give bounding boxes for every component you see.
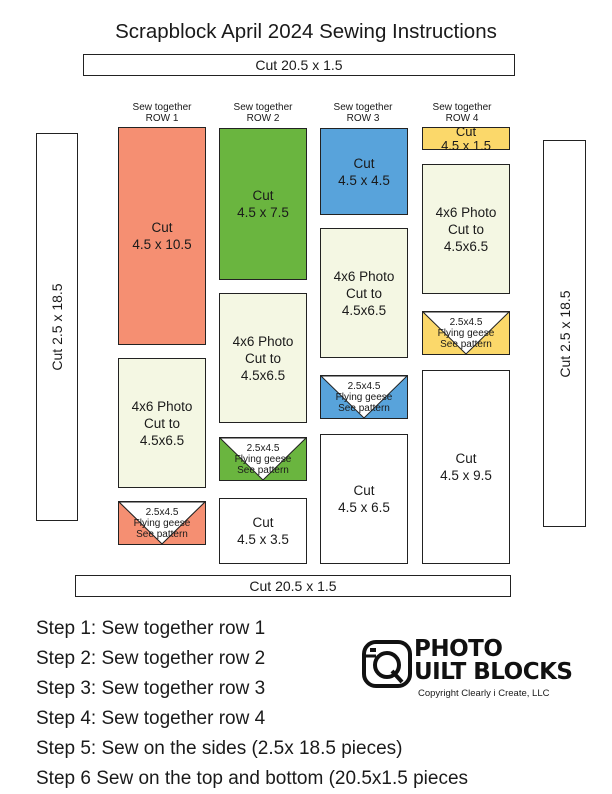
- row-1-header: [112, 102, 212, 124]
- piece-size: 4.5x6.5: [443, 238, 489, 254]
- row-3-flying-geese: [320, 375, 408, 419]
- row-2-photo-piece: [219, 293, 307, 423]
- piece-size: 4.5x6.5: [341, 302, 387, 318]
- row-3-piece-cut: [320, 128, 408, 215]
- step-6: Step 6 Sew on the top and bottom (20.5x1.5 pieces: [36, 768, 469, 789]
- geese-note: See pattern: [237, 464, 289, 476]
- row-1-flying-geese: [118, 501, 206, 545]
- step-5: Step 5: Sew on the sides (2.5x 18.5 pieces): [36, 738, 403, 759]
- copyright: Copyright Clearly i Create, LLC: [418, 688, 550, 699]
- row-2-header: [213, 102, 313, 124]
- geese-size: 2.5x4.5: [347, 380, 381, 392]
- piece-label: 4x6 Photo: [131, 398, 193, 414]
- geese-note: See pattern: [440, 338, 492, 350]
- piece-label: Cut: [151, 220, 173, 235]
- row-3-header: [313, 102, 413, 124]
- geese-size: 2.5x4.5: [449, 316, 483, 328]
- row-2-flying-geese: [219, 437, 307, 481]
- photo-quilt-blocks-logo: [362, 638, 582, 704]
- row-4-header-line1: Sew together: [432, 102, 492, 113]
- geese-note: See pattern: [338, 402, 390, 414]
- row-4-piece-cut-thin: [422, 123, 510, 153]
- row-3-header-line2: ROW 3: [346, 113, 380, 124]
- row-3-photo-piece: [320, 228, 408, 358]
- piece-label: Cut: [455, 123, 477, 139]
- piece-label: Cut to: [143, 415, 181, 431]
- right-side-strip: [543, 140, 586, 527]
- geese-note: See pattern: [136, 528, 188, 540]
- logo-line2: UILT BLOCKS: [414, 659, 573, 685]
- piece-label: Cut: [353, 483, 375, 498]
- piece-size: 4.5 x 1.5: [441, 137, 491, 153]
- geese-size: 2.5x4.5: [246, 442, 280, 454]
- left-side-label: Cut 2.5 x 18.5: [49, 283, 65, 371]
- left-side-strip: [36, 133, 78, 521]
- step-2: Step 2: Sew together row 2: [36, 648, 266, 669]
- page-title: Scrapblock April 2024 Sewing Instructions: [115, 20, 497, 43]
- piece-size: 4.5x6.5: [240, 367, 286, 383]
- row-4-header: [412, 102, 512, 124]
- piece-label: Cut: [252, 515, 274, 530]
- piece-label: Cut to: [345, 285, 383, 301]
- right-side-label: Cut 2.5 x 18.5: [556, 289, 573, 378]
- piece-label: Cut: [252, 188, 274, 203]
- piece-label: Cut to: [447, 221, 485, 237]
- bottom-strip-label: Cut 20.5 x 1.5: [249, 578, 337, 594]
- piece-label: Cut: [353, 155, 375, 171]
- piece-label: 4x6 Photo: [232, 333, 294, 349]
- row-4-piece-cut-tall: [422, 370, 510, 564]
- geese-label: Flying geese: [234, 453, 292, 465]
- row-2-header-line2: ROW 2: [246, 113, 280, 124]
- row-1-header-line1: Sew together: [132, 102, 192, 113]
- geese-label: Flying geese: [437, 327, 495, 339]
- row-3-piece-cut-tall: [320, 434, 408, 564]
- piece-label: Cut: [455, 451, 477, 466]
- row-4-photo-piece: [422, 164, 510, 294]
- step-1: Step 1: Sew together row 1: [36, 618, 266, 639]
- piece-size: 4.5 x 10.5: [132, 237, 192, 252]
- row-1-photo-piece: [118, 358, 206, 488]
- logo-line1: PHOTO: [414, 636, 503, 662]
- row-1-piece-cut-large: [118, 127, 206, 345]
- row-2-piece-cut: [219, 128, 307, 280]
- row-4-flying-geese: [422, 311, 510, 355]
- piece-size: 4.5 x 4.5: [338, 172, 390, 188]
- row-4-header-line2: ROW 4: [445, 113, 479, 124]
- step-4: Step 4: Sew together row 4: [36, 708, 266, 729]
- piece-size: 4.5 x 7.5: [237, 205, 289, 220]
- row-2-header-line1: Sew together: [233, 102, 293, 113]
- piece-label: Cut to: [244, 350, 282, 366]
- piece-size: 4.5 x 3.5: [237, 532, 289, 547]
- top-strip: [83, 54, 515, 76]
- camera-q-icon: [362, 638, 414, 690]
- row-2-piece-cut-small: [219, 498, 307, 564]
- row-3-header-line1: Sew together: [333, 102, 393, 113]
- geese-label: Flying geese: [335, 391, 393, 403]
- geese-size: 2.5x4.5: [145, 506, 179, 518]
- step-3: Step 3: Sew together row 3: [36, 678, 266, 699]
- geese-label: Flying geese: [133, 517, 191, 529]
- piece-label: 4x6 Photo: [435, 204, 497, 220]
- top-strip-label: Cut 20.5 x 1.5: [255, 57, 343, 73]
- piece-size: 4.5 x 6.5: [338, 500, 390, 515]
- piece-label: 4x6 Photo: [333, 268, 395, 284]
- piece-size: 4.5 x 9.5: [440, 468, 492, 483]
- row-1-header-line2: ROW 1: [145, 113, 179, 124]
- piece-size: 4.5x6.5: [139, 432, 185, 448]
- bottom-strip: [75, 575, 511, 597]
